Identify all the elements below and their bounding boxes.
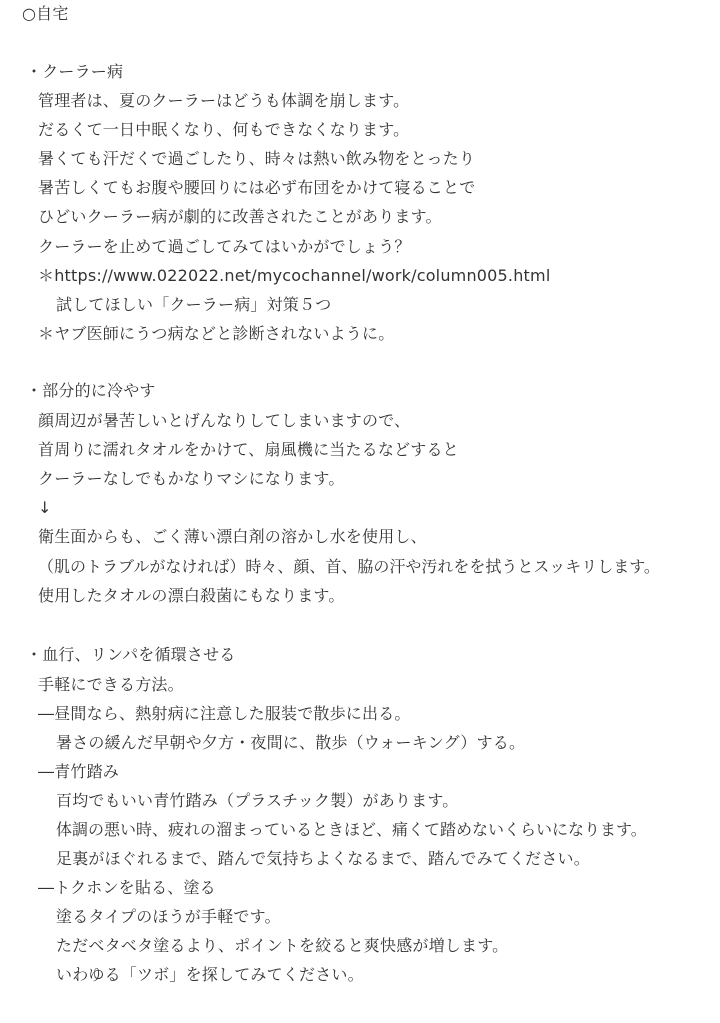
text-line: 使用したタオルの漂白殺菌にもなります。 <box>38 586 345 605</box>
text-line: 衛生面からも、ごく薄い漂白剤の溶かし水を使用し、 <box>38 527 427 546</box>
reference-url: ＊https://www.022022.net/mycochannel/work/column005.html <box>38 266 551 285</box>
section-title-circulation: ・血行、リンパを循環させる <box>26 645 236 664</box>
text-line: 暑くても汗だくで過ごしたり、時々は熱い飲み物をとったり <box>38 149 476 168</box>
text-line: 試してほしい「クーラー病」対策５つ <box>56 295 332 314</box>
text-line: いわゆる「ツボ」を探してみてください。 <box>56 965 364 984</box>
text-line: 塗るタイプのほうが手軽です。 <box>56 907 281 926</box>
text-line: 暑さの緩んだ早朝や夕方・夜間に、散歩（ウォーキング）する。 <box>56 733 526 752</box>
text-line: 体調の悪い時、疲れの溜まっているときほど、痛くて踏めないくらいになります。 <box>56 820 647 839</box>
text-line: ―昼間なら、熱射病に注意した服装で散歩に出る。 <box>38 704 411 723</box>
section-title-cooling: ・部分的に冷やす <box>26 381 156 400</box>
text-line: ひどいクーラー病が劇的に改善されたことがあります。 <box>38 207 442 226</box>
text-line: （肌のトラブルがなければ）時々、顔、首、脇の汗や汚れをを拭うとスッキリします。 <box>38 557 660 576</box>
text-line: 顔周辺が暑苦しいとげんなりしてしまいますので、 <box>38 411 411 430</box>
text-line: 手軽にできる方法。 <box>38 675 184 694</box>
text-line: クーラーを止めて過ごしてみてはいかがでしょう？ <box>38 237 411 256</box>
text-line: クーラーなしでもかなりマシになります。 <box>38 469 345 488</box>
text-line: ＊ヤブ医師にうつ病などと診断されないように。 <box>38 324 395 343</box>
text-line: 管理者は、夏のクーラーはどうも体調を崩します。 <box>38 91 410 110</box>
text-line: だるくて一日中眠くなり、何もできなくなります。 <box>38 120 410 139</box>
section-title-cooler: ・クーラー病 <box>26 62 124 81</box>
heading: ○自宅 <box>22 4 69 23</box>
text-line: ―トクホンを貼る、塗る <box>38 878 216 897</box>
text-line: 足裏がほぐれるまで、踏んで気持ちよくなるまで、踏んでみてください。 <box>56 849 590 868</box>
text-line: 暑苦しくてもお腹や腰回りには必ず布団をかけて寝ることで <box>38 178 476 197</box>
text-line: ―青竹踏み <box>38 762 120 781</box>
text-line: ただベタベタ塗るより、ポイントを絞ると爽快感が増します。 <box>56 936 509 955</box>
text-line: 百均でもいい青竹踏み（プラスチック製）があります。 <box>56 791 459 810</box>
text-line: 首周りに濡れタオルをかけて、扇風機に当たるなどすると <box>38 440 459 459</box>
arrow-down: ↓ <box>38 498 52 517</box>
